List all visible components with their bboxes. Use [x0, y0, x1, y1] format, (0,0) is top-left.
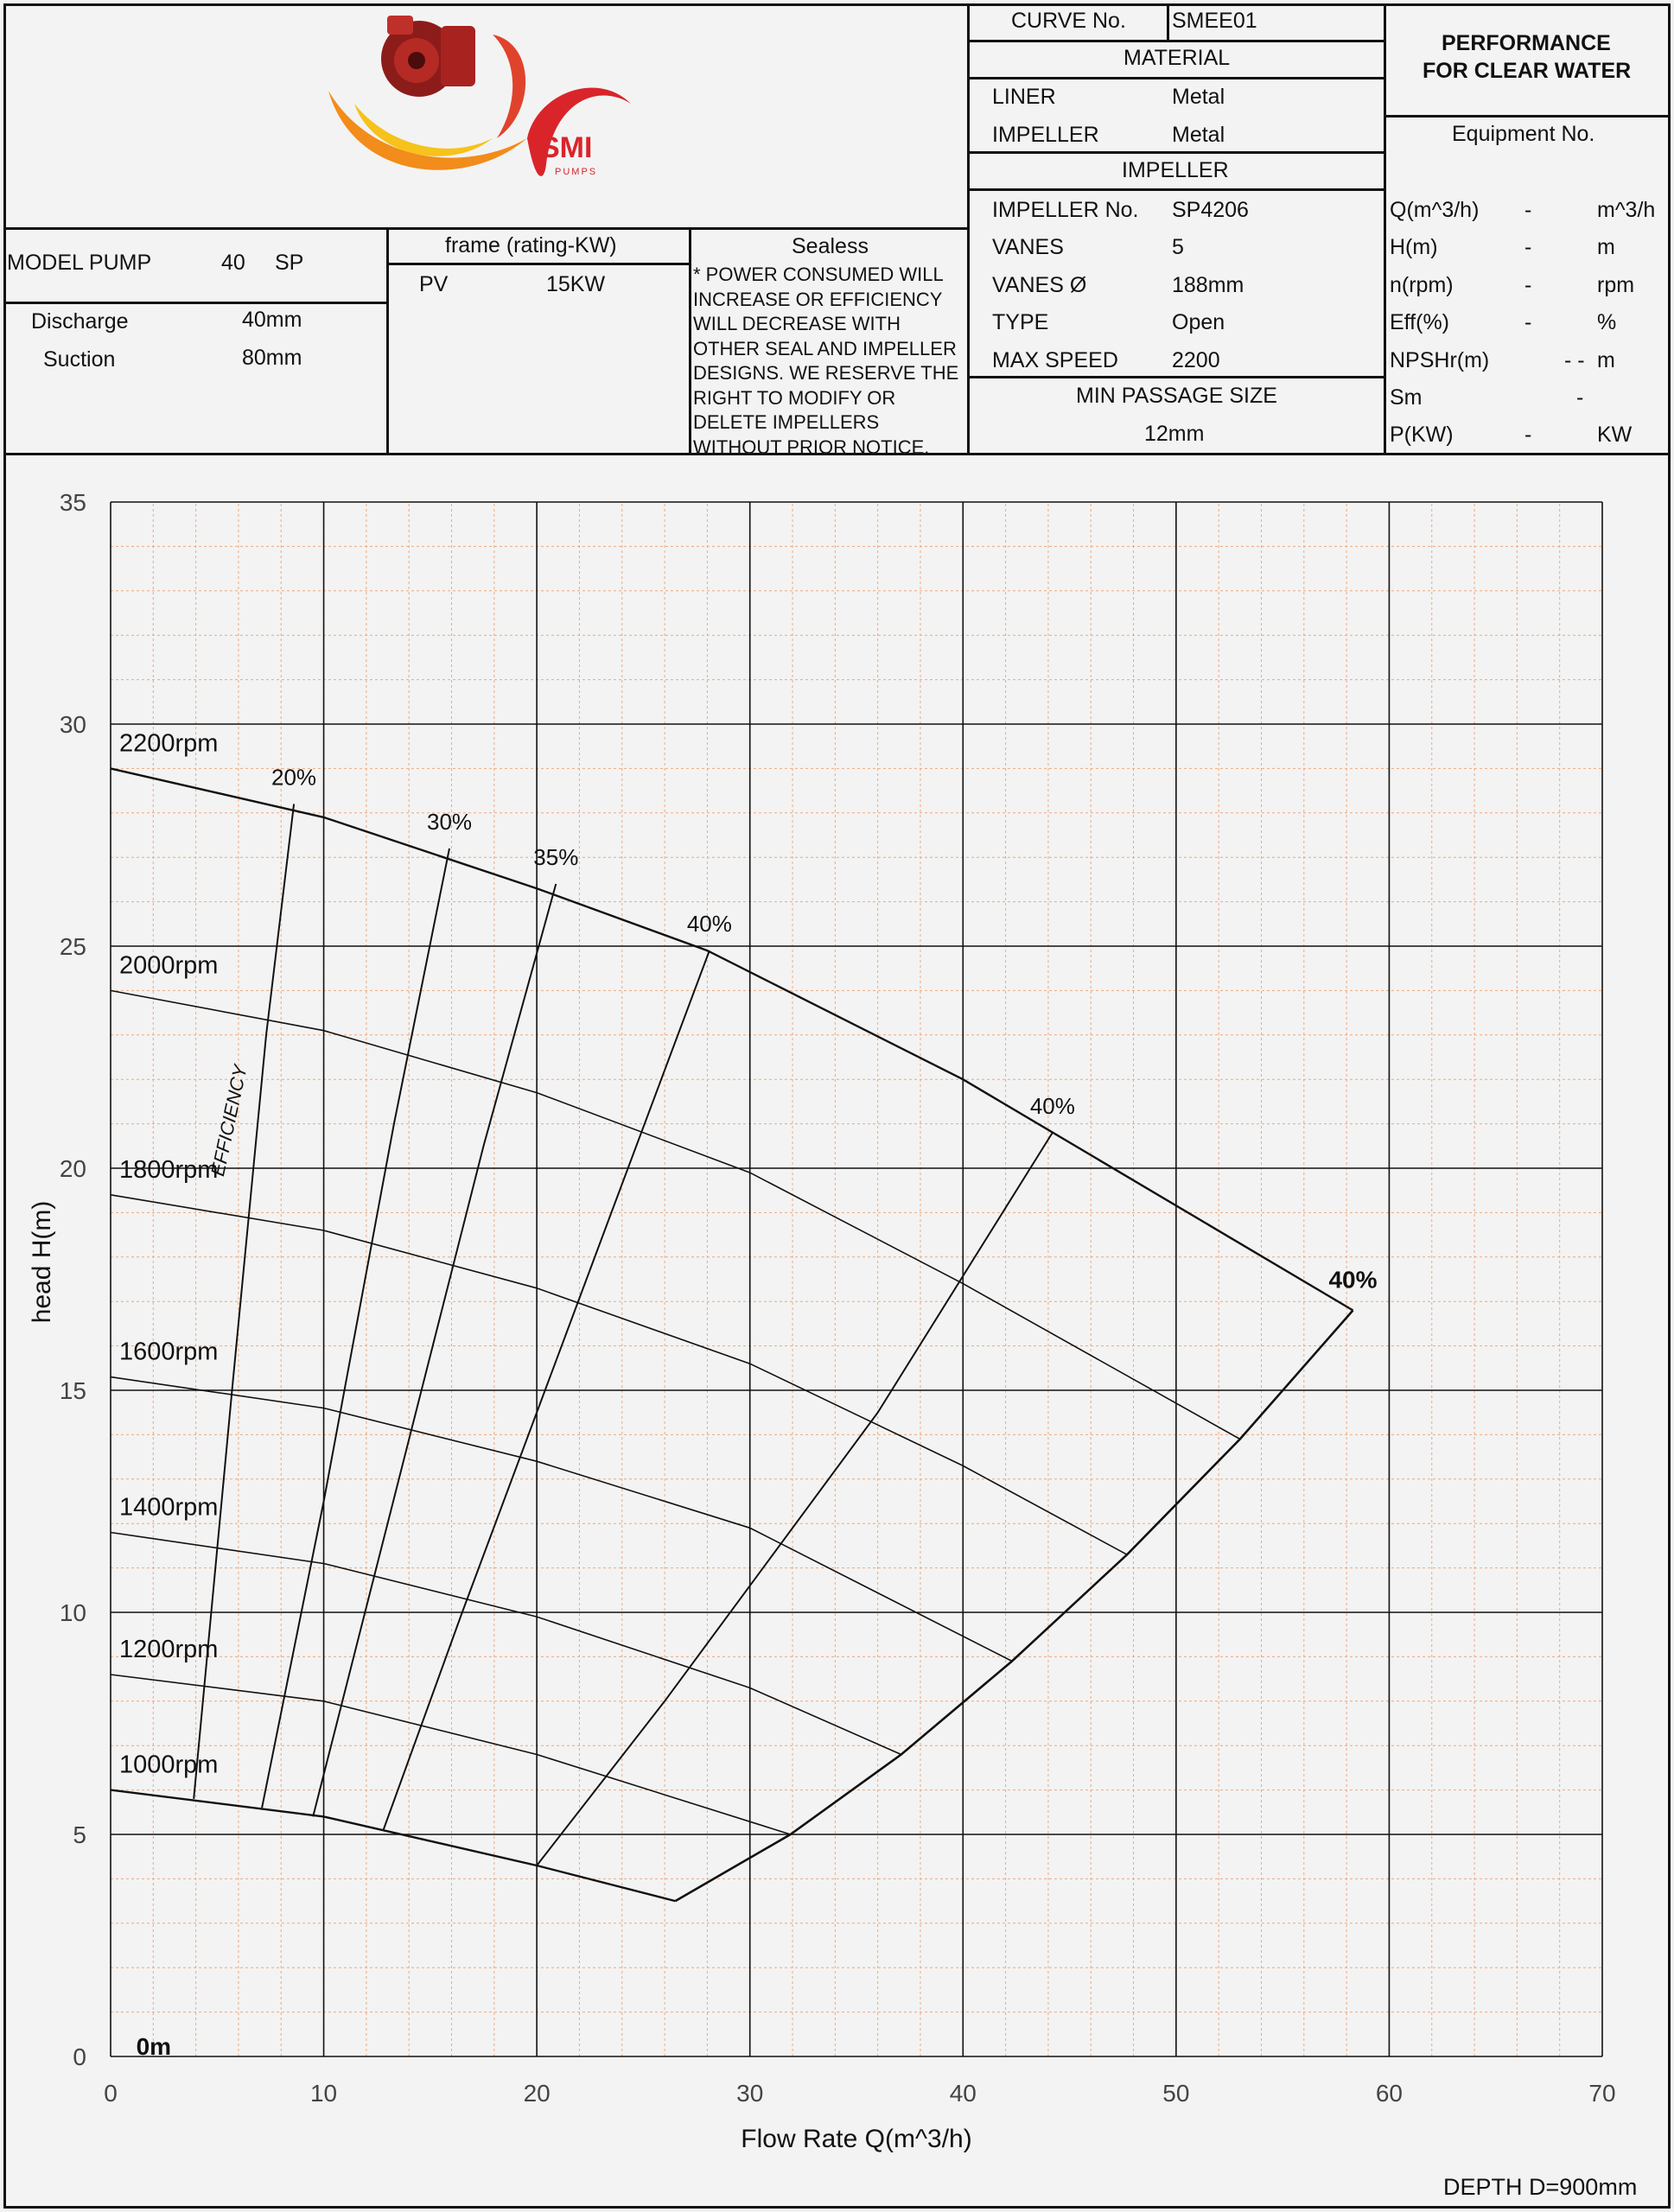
speed-curve [111, 1533, 901, 1755]
logo-red-swoosh-2 [493, 35, 525, 138]
speed-curve-label: 1800rpm [119, 1155, 219, 1184]
efficiency-axis-label: EFFICIENCY [207, 1063, 251, 1179]
discharge-label: Discharge [31, 309, 129, 334]
vanes-value: 5 [1172, 235, 1184, 259]
material-heading: MATERIAL [1123, 46, 1231, 70]
impeller-material-label: IMPELLER [992, 123, 1099, 147]
param-value: - [1576, 385, 1584, 410]
speed-curve [111, 768, 1353, 1310]
speed-curve-label: 2000rpm [119, 951, 219, 980]
efficiency-curve-label: 35% [533, 844, 579, 871]
max-speed-value: 2200 [1172, 348, 1220, 372]
efficiency-curve-label: 30% [427, 808, 473, 835]
logo-subtext: PUMPS [555, 167, 598, 177]
impeller-material-value: Metal [1172, 123, 1225, 147]
spec-line-2 [967, 77, 1384, 79]
impeller-no-label: IMPELLER No. [992, 198, 1139, 222]
discharge-value: 40mm [242, 308, 302, 332]
x-axis-label: Flow Rate Q(m^3/h) [741, 2125, 972, 2153]
efficiency-curve-label: 40% [1029, 1092, 1075, 1119]
depth-label: DEPTH D=900mm [1443, 2174, 1638, 2200]
param-unit: rpm [1597, 273, 1635, 297]
frame-seal-divider [689, 227, 691, 454]
npsh-label: 0m [136, 2033, 172, 2060]
speed-curve [111, 1377, 1012, 1662]
equipment-no-label: Equipment No. [1452, 122, 1595, 146]
param-value: - [1524, 310, 1532, 334]
y-tick-label: 25 [59, 933, 86, 960]
param-value: - - [1564, 348, 1585, 372]
model-pump-label: MODEL PUMP [7, 251, 152, 275]
logo-orange-swoosh [328, 91, 527, 170]
y-tick-label: 10 [59, 1599, 86, 1626]
efficiency-curve-label: 20% [271, 764, 317, 791]
x-tick-label: 0 [104, 2080, 118, 2107]
suction-label: Suction [43, 347, 116, 372]
efficiency-curve [313, 884, 556, 1816]
speed-curve [111, 1790, 675, 1902]
smi-logo [320, 9, 648, 220]
param-label: NPSHr(m) [1390, 348, 1490, 372]
spec-perf-divider [1384, 3, 1386, 454]
y-tick-label: 20 [59, 1155, 86, 1182]
perf-line [1384, 115, 1671, 118]
vanes-dia-value: 188mm [1172, 273, 1244, 297]
speed-curve-label: 1400rpm [119, 1493, 219, 1522]
param-label: Sm [1390, 385, 1423, 410]
efficiency-curve-label: 40% [686, 911, 732, 938]
param-value: - [1524, 235, 1532, 259]
frame-value: PV [419, 272, 449, 296]
y-tick-label: 30 [59, 711, 86, 738]
speed-curve [111, 990, 1240, 1439]
param-value: - [1524, 198, 1532, 222]
efficiency-curve [537, 1133, 1053, 1866]
logo-text: SMI [540, 131, 593, 164]
impeller-heading: IMPELLER [1122, 158, 1229, 182]
param-value: - [1524, 423, 1532, 447]
x-tick-label: 20 [523, 2080, 551, 2107]
liner-value: Metal [1172, 85, 1225, 109]
seal-heading: Sealess [792, 234, 869, 258]
efficiency-curve [262, 849, 449, 1808]
passage-label: MIN PASSAGE SIZE [1076, 384, 1277, 408]
y-tick-label: 15 [59, 1377, 86, 1404]
passage-value: 12mm [1144, 422, 1205, 446]
param-label: H(m) [1390, 235, 1438, 259]
param-label: P(KW) [1390, 423, 1454, 447]
spec-line-5 [967, 376, 1384, 378]
speed-curve-label: 1000rpm [119, 1751, 219, 1779]
x-tick-label: 50 [1162, 2080, 1190, 2107]
speed-curve-label: 2200rpm [119, 729, 219, 758]
model-pump-series: SP [275, 251, 304, 275]
param-label: Q(m^3/h) [1390, 198, 1480, 222]
model-row-split-line [3, 302, 387, 304]
performance-chart [0, 454, 1674, 2182]
seal-note: * POWER CONSUMED WILL INCREASE OR EFFICIENCY WILL DECREASE WITH OTHER SEAL AND IMPELLER DESIGNS. WE RESERVE THE RIGHT TO MODIFY OR DELETE IMPELLERS WITHOUT PRIOR NOTICE. [693, 264, 959, 454]
param-unit: m^3/h [1597, 198, 1656, 222]
frame-rating: 15KW [546, 272, 606, 296]
model-pump-size: 40 [221, 251, 245, 275]
speed-curve-label: 1200rpm [119, 1635, 219, 1663]
performance-title-2: FOR CLEAR WATER [1423, 59, 1632, 83]
curve-no-divider [1167, 3, 1169, 41]
frame-heading: frame (rating-KW) [445, 233, 617, 257]
vanes-dia-label: VANES Ø [992, 273, 1087, 297]
y-tick-label: 5 [73, 1821, 86, 1848]
spec-line-1 [967, 40, 1384, 42]
param-label: Eff(%) [1390, 310, 1449, 334]
max-speed-label: MAX SPEED [992, 348, 1118, 372]
y-axis-label: head H(m) [28, 1200, 56, 1324]
pump-icon [381, 16, 475, 97]
x-tick-label: 70 [1588, 2080, 1616, 2107]
liner-label: LINER [992, 85, 1056, 109]
param-unit: m [1597, 235, 1615, 259]
operating-boundary [675, 1311, 1353, 1902]
param-label: n(rpm) [1390, 273, 1454, 297]
type-value: Open [1172, 310, 1225, 334]
speed-curve [111, 1195, 1127, 1554]
y-tick-label: 35 [59, 489, 86, 516]
vanes-label: VANES [992, 235, 1064, 259]
x-tick-label: 60 [1375, 2080, 1403, 2107]
type-label: TYPE [992, 310, 1049, 334]
boundary-label: 40% [1328, 1266, 1378, 1294]
x-tick-label: 30 [736, 2080, 764, 2107]
spec-line-3 [967, 151, 1384, 154]
model-row-top-line [3, 227, 968, 230]
param-unit: % [1597, 310, 1617, 334]
curve-no-value: SMEE01 [1172, 9, 1257, 33]
performance-title-1: PERFORMANCE [1442, 31, 1611, 55]
param-value: - [1524, 273, 1532, 297]
x-tick-label: 10 [309, 2080, 338, 2107]
speed-curve-label: 1600rpm [119, 1338, 219, 1366]
y-tick-label: 0 [73, 2044, 86, 2070]
spec-line-4 [967, 188, 1384, 191]
suction-value: 80mm [242, 346, 302, 370]
frame-heading-line [386, 263, 690, 265]
model-frame-divider [386, 227, 389, 454]
impeller-no-value: SP4206 [1172, 198, 1249, 222]
param-unit: KW [1597, 423, 1633, 447]
x-tick-label: 40 [949, 2080, 977, 2107]
param-unit: m [1597, 348, 1615, 372]
curve-no-label: CURVE No. [1011, 9, 1126, 33]
